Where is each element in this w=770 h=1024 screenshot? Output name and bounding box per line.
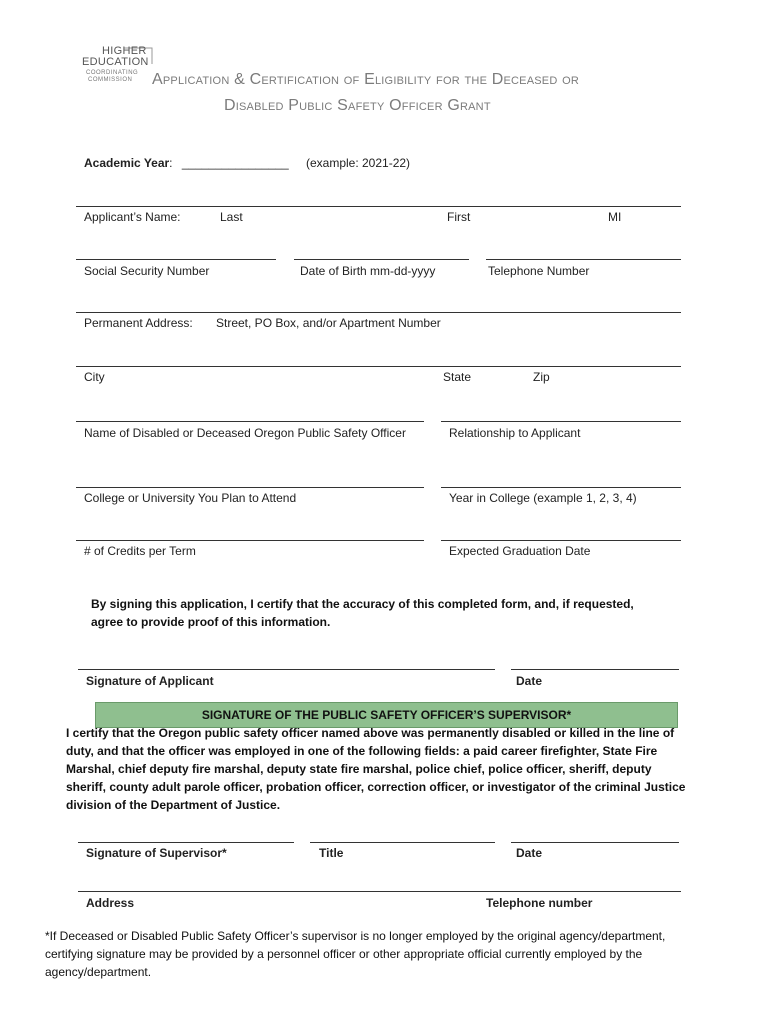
commission-logo — [80, 44, 156, 88]
relationship-line[interactable] — [441, 421, 681, 422]
supervisor-text-line: sheriff, county adult parole officer, probation officer, correction officer, or investigator of the criminal Justice — [66, 780, 686, 794]
credits-line[interactable] — [76, 540, 424, 541]
footnote — [45, 927, 735, 981]
supervisor-phone-line[interactable] — [478, 891, 681, 892]
logo-text-education: EDUCATION — [82, 56, 149, 68]
footnote-line: certifying signature may be provided by a personnel officer or other appropriate official currently employed by the — [45, 947, 643, 961]
middle-initial-label: MI — [608, 210, 622, 224]
first-name-label: First — [447, 210, 471, 224]
city-state-zip-line[interactable] — [76, 366, 681, 367]
dob-label: Date of Birth mm-dd-yyyy — [300, 264, 436, 278]
supervisor-text-line: duty, and that the officer was employed in one of the following fields: a paid career firefighter, State Fire — [66, 744, 658, 758]
applicant-signature-label: Signature of Applicant — [86, 674, 214, 688]
logo-text-higher: HIGHER — [102, 45, 147, 57]
year-in-college-line[interactable] — [441, 487, 681, 488]
academic-year-row — [84, 156, 410, 170]
supervisor-signature-label: Signature of Supervisor* — [86, 846, 227, 860]
relationship-label: Relationship to Applicant — [449, 426, 581, 440]
officer-name-label: Name of Disabled or Deceased Oregon Public Safety Officer — [84, 426, 406, 440]
city-label: City — [84, 370, 105, 384]
logo-text-commission: COMMISSION — [88, 77, 133, 83]
applicant-name-line[interactable] — [76, 206, 681, 207]
phone-line[interactable] — [486, 259, 681, 260]
graduation-label: Expected Graduation Date — [449, 544, 591, 558]
credits-label: # of Credits per Term — [84, 544, 196, 558]
footnote-line: *If Deceased or Disabled Public Safety Officer’s supervisor is no longer employed by the original agency/department, — [45, 929, 666, 943]
supervisor-signature-line[interactable] — [78, 842, 294, 843]
supervisor-title-label: Title — [319, 846, 344, 860]
applicant-name-label: Applicant’s Name: — [84, 210, 181, 224]
supervisor-address-line[interactable] — [78, 891, 478, 892]
academic-year-label: Academic Year — [84, 156, 170, 170]
state-label: State — [443, 370, 472, 384]
supervisor-text-line: division of the Department of Justice. — [66, 798, 281, 812]
year-in-college-label: Year in College (example 1, 2, 3, 4) — [449, 491, 637, 505]
ssn-label: Social Security Number — [84, 264, 210, 278]
address-hint-label: Street, PO Box, and/or Apartment Number — [216, 316, 441, 330]
graduation-line[interactable] — [441, 540, 681, 541]
supervisor-phone-label: Telephone number — [486, 896, 593, 910]
phone-label: Telephone Number — [488, 264, 590, 278]
form-title-line-1: Application & Certification of Eligibility for the Deceased or — [152, 71, 580, 88]
supervisor-section-heading: SIGNATURE OF THE PUBLIC SAFETY OFFICER’S SUPERVISOR* — [95, 702, 678, 728]
form-title-line-2: Disabled Public Safety Officer Grant — [224, 97, 491, 114]
supervisor-text-line: Marshal, chief deputy fire marshal, deputy state fire marshal, police chief, police officer, sheriff, deputy — [66, 762, 652, 776]
applicant-signature-line[interactable] — [78, 669, 495, 670]
academic-year-blank[interactable]: ________________ — [181, 156, 289, 170]
logo-text-coordinating: COORDINATING — [86, 70, 139, 76]
applicant-date-label: Date — [516, 674, 543, 688]
supervisor-title-line[interactable] — [310, 842, 495, 843]
certify-statement-line-2: agree to provide proof of this information. — [91, 615, 331, 629]
officer-name-line[interactable] — [76, 421, 424, 422]
certify-statement-line-1: By signing this application, I certify that the accuracy of this completed form, and, if requested, — [91, 597, 634, 611]
college-line[interactable] — [76, 487, 424, 488]
footnote-line: agency/department. — [45, 965, 152, 979]
permanent-address-label: Permanent Address: — [84, 316, 193, 330]
supervisor-text-line: I certify that the Oregon public safety officer named above was permanently disabled or killed in the line of — [66, 726, 675, 740]
supervisor-certification-text — [66, 724, 746, 814]
ssn-line[interactable] — [76, 259, 276, 260]
supervisor-address-label: Address — [86, 896, 135, 910]
academic-year-example: (example: 2021-22) — [305, 156, 411, 170]
supervisor-date-label: Date — [516, 846, 543, 860]
college-label: College or University You Plan to Attend — [84, 491, 297, 505]
applicant-date-line[interactable] — [511, 669, 679, 670]
zip-label: Zip — [533, 370, 550, 384]
supervisor-date-line[interactable] — [511, 842, 679, 843]
dob-line[interactable] — [294, 259, 469, 260]
address-line[interactable] — [76, 312, 681, 313]
last-name-label: Last — [220, 210, 243, 224]
academic-year-colon: : — [169, 156, 173, 170]
